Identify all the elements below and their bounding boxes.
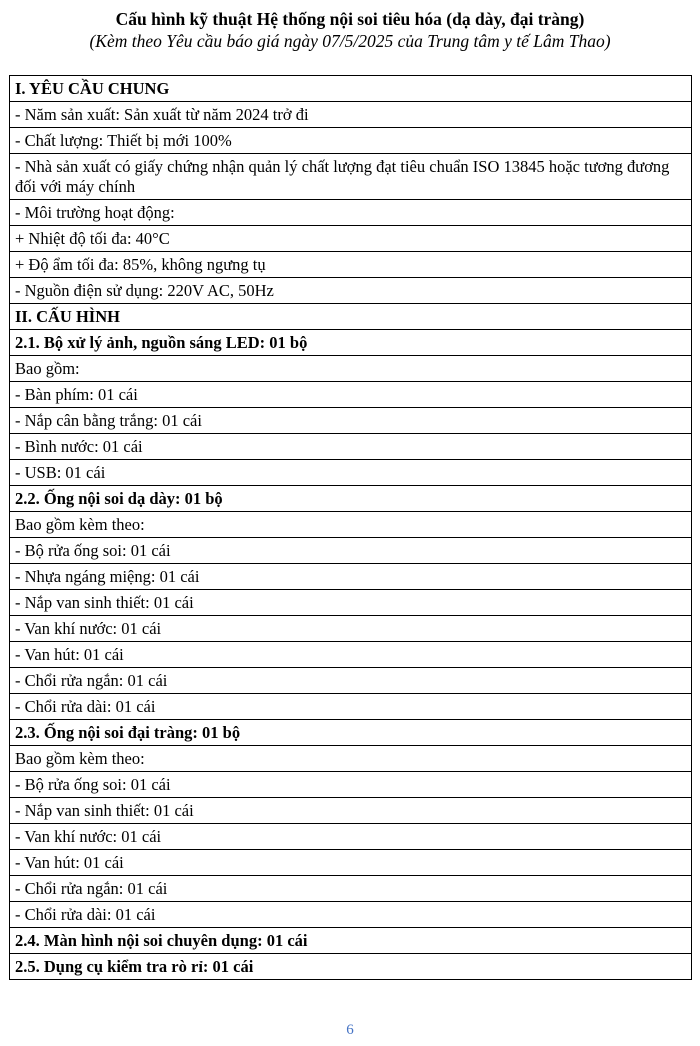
spec-cell: - Van khí nước: 01 cái xyxy=(10,616,692,642)
spec-row xyxy=(10,200,692,226)
spec-cell: - Năm sản xuất: Sản xuất từ năm 2024 trở đi xyxy=(10,102,692,128)
section-heading-row xyxy=(10,330,692,356)
spec-row xyxy=(10,642,692,668)
spec-cell: - Chổi rửa ngắn: 01 cái xyxy=(10,876,692,902)
section-heading-row xyxy=(10,928,692,954)
section-heading-row xyxy=(10,954,692,980)
spec-cell: - Bàn phím: 01 cái xyxy=(10,382,692,408)
spec-row xyxy=(10,382,692,408)
spec-row xyxy=(10,434,692,460)
spec-row xyxy=(10,102,692,128)
spec-cell: - Nắp van sinh thiết: 01 cái xyxy=(10,798,692,824)
spec-cell: - Nguồn điện sử dụng: 220V AC, 50Hz xyxy=(10,278,692,304)
spec-row xyxy=(10,590,692,616)
spec-cell: + Nhiệt độ tối đa: 40°C xyxy=(10,226,692,252)
spec-cell: - Chất lượng: Thiết bị mới 100% xyxy=(10,128,692,154)
spec-row xyxy=(10,850,692,876)
spec-cell: - Bình nước: 01 cái xyxy=(10,434,692,460)
section-heading-cell: 2.2. Ống nội soi dạ dày: 01 bộ xyxy=(10,486,692,512)
spec-row xyxy=(10,278,692,304)
spec-cell: - Chổi rửa dài: 01 cái xyxy=(10,902,692,928)
document-title: Cấu hình kỹ thuật Hệ thống nội soi tiêu hóa (dạ dày, đại tràng) xyxy=(115,9,585,29)
spec-cell: Bao gồm kèm theo: xyxy=(10,512,692,538)
spec-row xyxy=(10,408,692,434)
spec-cell: - Nắp cân bằng trắng: 01 cái xyxy=(10,408,692,434)
spec-row xyxy=(10,252,692,278)
section-heading-cell: 2.1. Bộ xử lý ảnh, nguồn sáng LED: 01 bộ xyxy=(10,330,692,356)
spec-cell: - Van hút: 01 cái xyxy=(10,850,692,876)
spec-cell: - USB: 01 cái xyxy=(10,460,692,486)
spec-row xyxy=(10,154,692,200)
spec-cell: - Môi trường hoạt động: xyxy=(10,200,692,226)
spec-cell: - Chổi rửa dài: 01 cái xyxy=(10,694,692,720)
spec-cell: - Nhựa ngáng miệng: 01 cái xyxy=(10,564,692,590)
spec-cell: - Chổi rửa ngắn: 01 cái xyxy=(10,668,692,694)
document-header xyxy=(0,8,700,52)
spec-cell: - Bộ rửa ống soi: 01 cái xyxy=(10,772,692,798)
spec-row xyxy=(10,694,692,720)
section-heading-row xyxy=(10,304,692,330)
section-heading-cell: I. YÊU CẦU CHUNG xyxy=(10,76,692,102)
spec-row xyxy=(10,564,692,590)
spec-row xyxy=(10,128,692,154)
spec-row xyxy=(10,460,692,486)
section-heading-cell: 2.4. Màn hình nội soi chuyên dụng: 01 cái xyxy=(10,928,692,954)
spec-cell: - Van khí nước: 01 cái xyxy=(10,824,692,850)
spec-row xyxy=(10,824,692,850)
spec-row xyxy=(10,876,692,902)
spec-cell: - Nhà sản xuất có giấy chứng nhận quản lý chất lượng đạt tiêu chuẩn ISO 13845 hoặc tương đương đối với máy chính xyxy=(10,154,692,200)
spec-cell: + Độ ẩm tối đa: 85%, không ngưng tụ xyxy=(10,252,692,278)
spec-cell: - Bộ rửa ống soi: 01 cái xyxy=(10,538,692,564)
spec-cell: - Nắp van sinh thiết: 01 cái xyxy=(10,590,692,616)
spec-cell: Bao gồm: xyxy=(10,356,692,382)
spec-row xyxy=(10,772,692,798)
spec-row xyxy=(10,668,692,694)
spec-row xyxy=(10,616,692,642)
spec-row xyxy=(10,798,692,824)
spec-row xyxy=(10,356,692,382)
section-heading-row xyxy=(10,76,692,102)
document-subtitle: (Kèm theo Yêu cầu báo giá ngày 07/5/2025 của Trung tâm y tế Lâm Thao) xyxy=(89,31,611,51)
spec-row xyxy=(10,538,692,564)
spec-cell: Bao gồm kèm theo: xyxy=(10,746,692,772)
section-heading-cell: II. CẤU HÌNH xyxy=(10,304,692,330)
spec-row xyxy=(10,226,692,252)
section-heading-cell: 2.5. Dụng cụ kiểm tra rò rỉ: 01 cái xyxy=(10,954,692,980)
section-heading-cell: 2.3. Ống nội soi đại tràng: 01 bộ xyxy=(10,720,692,746)
spec-row xyxy=(10,746,692,772)
page-number: 6 xyxy=(346,1022,354,1038)
section-heading-row xyxy=(10,720,692,746)
spec-row xyxy=(10,902,692,928)
spec-table xyxy=(9,75,692,980)
spec-table-body xyxy=(10,76,692,980)
section-heading-row xyxy=(10,486,692,512)
spec-cell: - Van hút: 01 cái xyxy=(10,642,692,668)
spec-row xyxy=(10,512,692,538)
